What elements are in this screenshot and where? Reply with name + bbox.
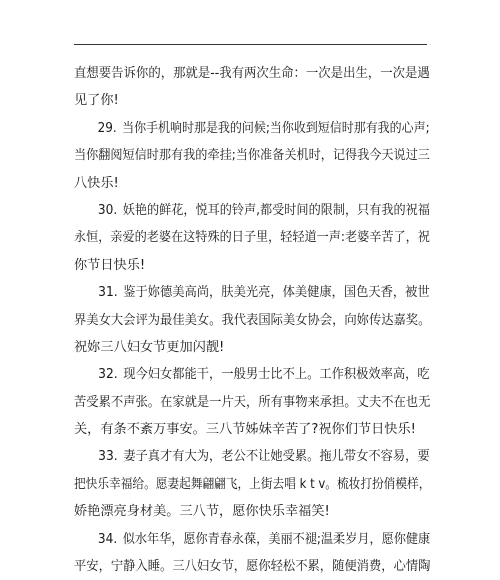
paragraph-number: 32. xyxy=(98,367,118,383)
text-line xyxy=(74,443,430,470)
text-line-content: 似水年华，愿你青春永葆，美丽不褪;温柔岁月，愿你健康 xyxy=(122,531,431,547)
text-line: 祝妳三八妇女节更加闪靓! xyxy=(74,339,225,355)
paragraph-number: 34. xyxy=(97,531,118,547)
paragraph-34 xyxy=(74,526,430,580)
paragraph-33 xyxy=(74,443,430,525)
text-line: 永恒，亲爱的老婆在这特殊的日子里，轻轻道一声:老婆辛苦了，祝 xyxy=(74,230,430,246)
text-line-content: 妖艳的鲜花，悦耳的铃声,都受时间的限制，只有我的祝福 xyxy=(122,202,430,218)
text-line: 当你翻阅短信时那有我的牵挂;当你准备关机时，记得我今天说过三 xyxy=(74,148,430,164)
paragraph-number: 31. xyxy=(98,285,118,301)
text-line xyxy=(74,197,430,224)
paragraph-number: 33. xyxy=(98,449,118,465)
paragraph-31 xyxy=(74,279,430,361)
text-line: 娇艳漂亮身材美。三八节，愿你快乐幸福笑! xyxy=(74,504,330,520)
text-line: 见了你! xyxy=(74,93,119,109)
text-line: 界美女大会评为最佳美女。我代表国际美女协会，向妳传达嘉奖。 xyxy=(74,312,431,328)
text-line xyxy=(74,115,430,142)
paragraph-30 xyxy=(74,197,430,279)
paragraph-32 xyxy=(74,361,430,443)
text-line-content: 鉴于妳德美高尚，肤美光亮，体美健康，国色天香，被世 xyxy=(123,285,430,301)
text-line-content: 现今妇女都能干，一般男士比不上。工作积极效率高，吃 xyxy=(123,367,430,383)
header-rule xyxy=(74,44,427,45)
text-line: 直想要告诉你的，那就是--我有两次生命：一次是出生，一次是遇 xyxy=(74,66,430,81)
paragraph-29 xyxy=(74,115,430,197)
text-line xyxy=(74,279,430,306)
text-line-content: 妻子真才有大为，老公不让她受累。拖儿带女不容易，要 xyxy=(123,449,430,465)
text-line-content: 当你手机响时那是我的问候;当你收到短信时那有我的心声; xyxy=(122,120,430,136)
text-line: 把快乐幸福给。愿妻起舞翩翩飞，上街去唱 k t v。梳妆打扮俏模样， xyxy=(74,476,431,492)
text-line xyxy=(74,526,431,553)
text-line: 你节日快乐! xyxy=(74,257,146,273)
paragraph-continuation xyxy=(74,60,430,115)
text-line xyxy=(74,361,430,388)
text-line: 八快乐! xyxy=(74,175,119,191)
text-line: 苦受累不声张。在家就是一片天，所有事物来承担。丈夫不在也无 xyxy=(74,394,431,410)
paragraph-number: 30. xyxy=(97,202,118,218)
text-line: 关，有条不紊万事安。三八节姊妹辛苦了?祝你们节日快乐! xyxy=(74,422,416,438)
document-body xyxy=(74,60,430,580)
paragraph-number: 29. xyxy=(97,120,117,136)
text-line: 平安，宁静入睡。三八妇女节，愿你轻松不累，随便消费，心情陶 xyxy=(74,559,431,575)
